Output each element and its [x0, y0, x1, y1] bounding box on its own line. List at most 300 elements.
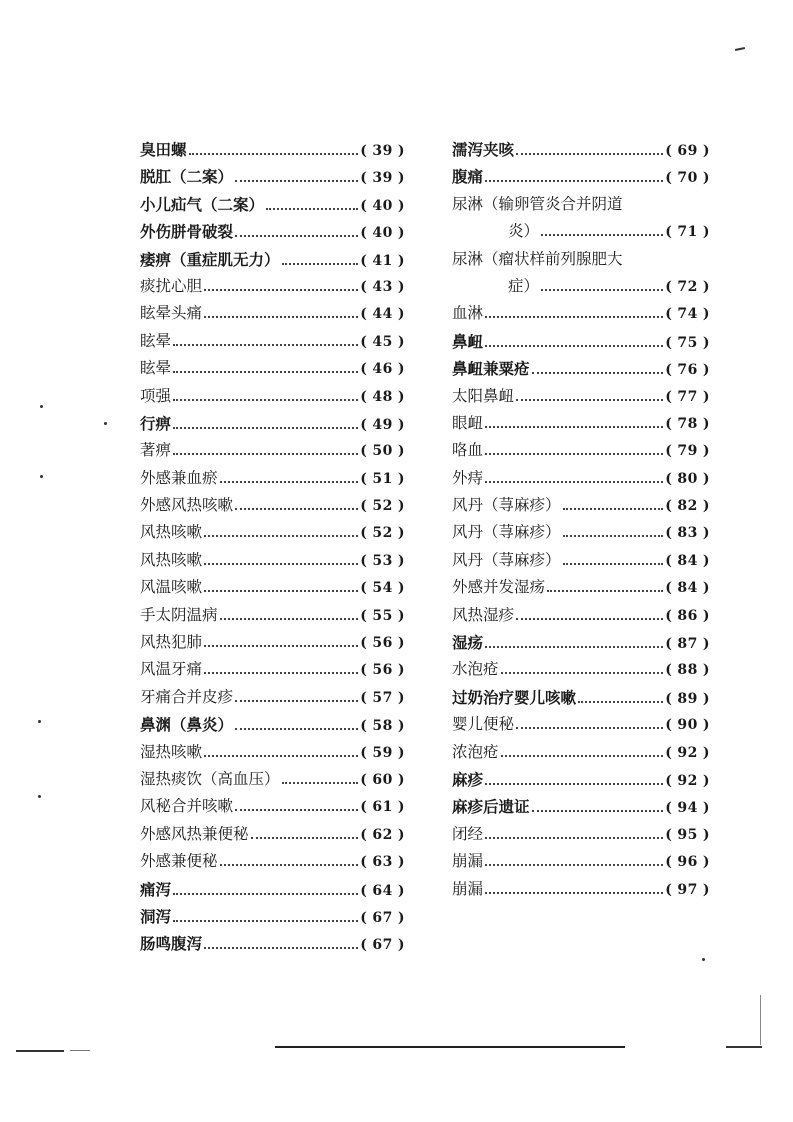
toc-entry-title: 崩漏	[452, 879, 484, 898]
toc-entry-title: 洞泻	[140, 906, 172, 926]
footer-rule-right	[726, 1046, 762, 1048]
toc-entry-title: 闭经	[452, 824, 484, 843]
toc-page-number: 56	[372, 635, 393, 652]
dot-leader	[563, 563, 664, 565]
toc-page-number: 39	[372, 143, 393, 159]
page-paren-open: (	[665, 607, 673, 624]
page-paren-close: )	[702, 362, 710, 379]
toc-entry-title: 痿痹（重症肌无力）	[140, 249, 280, 269]
dot-leader	[220, 481, 359, 483]
toc-entry	[140, 410, 405, 437]
toc-entry-title-continued: 症）	[508, 276, 540, 295]
toc-page-ref	[360, 274, 405, 301]
page-paren-open: (	[665, 143, 673, 159]
page-paren-open: (	[665, 854, 673, 871]
dot-leader	[485, 453, 663, 455]
dot-leader	[485, 892, 663, 894]
dot-leader	[516, 618, 663, 620]
toc-page-number: 96	[677, 854, 698, 871]
toc-entry	[140, 876, 405, 903]
toc-page-number: 40	[372, 225, 393, 242]
page-paren-close: )	[397, 443, 405, 460]
page-paren-close: )	[702, 607, 710, 624]
toc-entry	[140, 903, 405, 930]
page-paren-open: (	[665, 362, 673, 379]
page-paren-open: (	[360, 826, 368, 843]
toc-entry-title: 小儿疝气（二案）	[140, 194, 265, 214]
page-paren-close: )	[702, 800, 710, 817]
page-paren-open: (	[360, 197, 368, 214]
page-paren-open: (	[665, 636, 673, 653]
page-paren-close: )	[397, 937, 405, 954]
page-paren-close: )	[702, 636, 710, 653]
page-paren-close: )	[702, 826, 710, 843]
toc-page-number: 97	[677, 881, 698, 898]
toc-page-ref	[360, 520, 405, 547]
toc-entry-title: 项强	[140, 386, 172, 405]
page-paren-close: )	[397, 197, 405, 214]
toc-page-ref	[665, 822, 710, 849]
dot-leader	[485, 481, 663, 483]
toc-page-number: 74	[677, 306, 698, 323]
footer-rule-left	[16, 1050, 64, 1052]
page-paren-close: )	[397, 143, 405, 159]
dot-leader	[485, 316, 663, 318]
dot-leader	[563, 535, 664, 537]
toc-entry	[452, 300, 710, 327]
toc-page-ref	[665, 438, 710, 465]
toc-page-ref	[665, 274, 710, 301]
dot-leader	[578, 701, 663, 703]
page-paren-close: )	[397, 662, 405, 679]
toc-page-number: 76	[677, 362, 698, 379]
page-paren-open: (	[665, 662, 673, 679]
toc-page-ref	[360, 740, 405, 767]
toc-entry	[452, 383, 710, 410]
dot-leader	[485, 783, 663, 785]
toc-entry	[452, 711, 710, 738]
toc-entry-title: 风热咳嗽	[140, 550, 203, 569]
toc-entry	[140, 793, 405, 820]
page-paren-open: (	[665, 415, 673, 432]
page-paren-open: (	[360, 498, 368, 515]
toc-entry-title: 尿淋（瘤状样前列腺肥大	[452, 249, 623, 268]
dot-leader	[204, 289, 358, 291]
dot-leader	[501, 672, 664, 674]
page-paren-open: (	[665, 881, 673, 898]
dot-leader	[220, 618, 359, 620]
page-paren-close: )	[397, 607, 405, 624]
toc-entry	[452, 739, 710, 766]
page-paren-open: (	[665, 306, 673, 323]
dot-leader	[235, 809, 358, 811]
toc-entry-title: 鼻渊（鼻炎）	[140, 715, 234, 735]
page-paren-close: )	[397, 635, 405, 652]
dot-leader	[204, 535, 358, 537]
page-paren-close: )	[702, 525, 710, 542]
dot-leader	[173, 893, 358, 895]
toc-page-number: 52	[372, 498, 393, 515]
toc-page-ref	[665, 138, 710, 165]
page-paren-close: )	[702, 717, 710, 734]
toc-entry-title: 著痹	[140, 441, 172, 460]
toc-entry	[140, 163, 405, 190]
page-paren-close: )	[702, 334, 710, 351]
page-paren-open: (	[360, 882, 368, 899]
toc-entry-title: 外痔	[452, 468, 484, 487]
toc-page-number: 92	[677, 744, 698, 761]
toc-entry-title: 外感风热兼便秘	[140, 824, 249, 843]
toc-page-ref	[360, 220, 405, 247]
toc-page-number: 61	[372, 799, 393, 816]
page-paren-close: )	[702, 143, 710, 159]
toc-page-number: 52	[372, 525, 393, 542]
dot-leader	[235, 235, 358, 237]
toc-entry-title: 崩漏	[452, 852, 484, 871]
toc-entry	[140, 848, 405, 875]
dot-leader	[204, 755, 358, 757]
toc-entry-title: 鼻衄	[452, 331, 484, 351]
toc-entry-title: 臭田螺	[140, 140, 187, 159]
dot-leader	[516, 153, 663, 155]
toc-entry-title: 风温牙痛	[140, 660, 203, 679]
toc-page-number: 67	[372, 909, 393, 926]
toc-page-number: 83	[677, 525, 698, 542]
toc-entry-title: 风丹（荨麻疹）	[452, 496, 561, 515]
toc-page-number: 40	[372, 197, 393, 214]
page-paren-close: )	[397, 771, 405, 788]
toc-entry	[452, 547, 710, 574]
page-paren-open: (	[360, 937, 368, 954]
toc-page-number: 69	[677, 143, 698, 159]
dot-leader	[547, 590, 663, 592]
toc-entry	[140, 273, 405, 300]
toc-page-ref	[360, 356, 405, 383]
scan-speck	[40, 405, 43, 408]
dot-leader	[189, 153, 359, 155]
toc-page-ref	[360, 138, 405, 165]
toc-page-number: 70	[677, 170, 698, 187]
dot-leader	[204, 947, 358, 949]
toc-page-ref	[360, 193, 405, 220]
page-paren-open: (	[360, 771, 368, 788]
toc-page-number: 41	[372, 252, 393, 269]
toc-entry-title: 脱肛（二案）	[140, 167, 234, 187]
toc-entry	[452, 876, 710, 903]
page-paren-open: (	[360, 252, 368, 269]
page-paren-close: )	[702, 881, 710, 898]
page-paren-close: )	[397, 470, 405, 487]
toc-entry	[452, 465, 710, 492]
page-paren-close: )	[397, 882, 405, 899]
toc-page-number: 88	[677, 662, 698, 679]
page-paren-close: )	[702, 662, 710, 679]
toc-entry-title: 尿淋（输卵管炎合并阴道	[452, 194, 623, 213]
page-paren-open: (	[665, 580, 673, 597]
dot-leader	[173, 371, 358, 373]
toc-entry	[452, 574, 710, 601]
toc-entry	[140, 383, 405, 410]
toc-entry	[452, 246, 710, 301]
toc-page-ref	[665, 520, 710, 547]
toc-page-number: 71	[677, 224, 698, 241]
toc-entry	[140, 519, 405, 546]
toc-page-number: 90	[677, 717, 698, 734]
toc-entry-title: 婴儿便秘	[452, 715, 515, 734]
page-paren-close: )	[397, 278, 405, 295]
page-paren-close: )	[397, 225, 405, 242]
dot-leader	[173, 453, 358, 455]
toc-page-number: 95	[677, 826, 698, 843]
dot-leader	[516, 727, 663, 729]
toc-entry-title: 外感并发湿疡	[452, 578, 546, 597]
page-paren-close: )	[397, 361, 405, 378]
toc-page-number: 48	[372, 388, 393, 405]
toc-page-number: 43	[372, 278, 393, 295]
toc-page-ref	[360, 905, 405, 932]
toc-page-number: 60	[372, 771, 393, 788]
toc-page-number: 94	[677, 800, 698, 817]
page-paren-close: )	[702, 854, 710, 871]
dot-leader	[485, 837, 663, 839]
dot-leader	[266, 208, 358, 210]
toc-page-number: 63	[372, 854, 393, 871]
toc-entry-title: 眩晕	[140, 331, 172, 350]
toc-page-ref	[360, 603, 405, 630]
page-paren-open: (	[360, 580, 368, 597]
dot-leader	[501, 755, 664, 757]
toc-entry	[452, 410, 710, 437]
dot-leader	[204, 316, 358, 318]
toc-page-number: 75	[677, 334, 698, 351]
toc-entry-title: 眩晕头痛	[140, 304, 203, 323]
dot-leader	[204, 563, 358, 565]
page-paren-close: )	[702, 278, 710, 295]
toc-page-ref	[360, 384, 405, 411]
page-paren-open: (	[665, 744, 673, 761]
page-paren-close: )	[702, 306, 710, 323]
toc-entry-title: 行痹	[140, 413, 172, 433]
toc-entry	[140, 547, 405, 574]
toc-entry	[452, 355, 710, 382]
toc-page-ref	[665, 795, 710, 822]
dot-leader	[235, 508, 358, 510]
toc-entry-title: 过奶治疗婴儿咳嗽	[452, 687, 577, 707]
toc-entry	[452, 437, 710, 464]
toc-page-ref	[665, 219, 710, 246]
toc-entry-title: 外感兼血瘀	[140, 468, 218, 487]
page-paren-open: (	[360, 443, 368, 460]
page-paren-close: )	[397, 388, 405, 405]
dot-leader	[220, 864, 359, 866]
toc-entry	[452, 656, 710, 683]
dot-leader	[532, 810, 664, 812]
page-paren-open: (	[360, 278, 368, 295]
dot-leader	[282, 782, 359, 784]
toc-page-ref	[665, 493, 710, 520]
toc-entry-title: 浓泡疮	[452, 742, 499, 761]
page-paren-open: (	[665, 278, 673, 295]
toc-page-number: 56	[372, 662, 393, 679]
toc-page-ref	[665, 657, 710, 684]
dot-leader	[485, 180, 663, 182]
page-paren-close: )	[702, 552, 710, 569]
page-paren-open: (	[360, 854, 368, 871]
toc-entry	[452, 519, 710, 546]
page-paren-close: )	[397, 799, 405, 816]
page-paren-open: (	[360, 909, 368, 926]
page-paren-open: (	[665, 552, 673, 569]
toc-entry-title: 痛泻	[140, 879, 172, 899]
toc-page-number: 46	[372, 361, 393, 378]
toc-page-number: 72	[677, 278, 698, 295]
toc-page-ref	[665, 712, 710, 739]
toc-page-number: 79	[677, 443, 698, 460]
toc-page-number: 82	[677, 498, 698, 515]
page-paren-close: )	[397, 498, 405, 515]
footer-rule	[275, 1046, 625, 1048]
toc-entry-title: 血淋	[452, 304, 484, 323]
toc-entry-title: 风丹（荨麻疹）	[452, 550, 561, 569]
page-paren-open: (	[360, 361, 368, 378]
toc-page-ref	[360, 412, 405, 439]
scan-speck	[38, 795, 41, 798]
toc-entry-title: 风秘合并咳嗽	[140, 797, 234, 816]
toc-page-number: 80	[677, 470, 698, 487]
toc-left-column	[140, 136, 405, 958]
footer-rule-left-faint	[70, 1050, 90, 1051]
page-paren-open: (	[360, 388, 368, 405]
toc-entry-title: 太阳鼻衄	[452, 386, 515, 405]
toc-page-number: 50	[372, 443, 393, 460]
toc-entry	[140, 492, 405, 519]
toc-entry	[452, 848, 710, 875]
page-paren-open: (	[665, 772, 673, 789]
page-paren-open: (	[665, 690, 673, 707]
dot-leader	[485, 426, 663, 428]
toc-entry	[140, 602, 405, 629]
page-paren-close: )	[397, 689, 405, 706]
toc-page-ref	[360, 657, 405, 684]
page-paren-close: )	[702, 443, 710, 460]
toc-entry-title: 风热犯肺	[140, 633, 203, 652]
page-paren-open: (	[360, 799, 368, 816]
page-paren-open: (	[360, 525, 368, 542]
toc-page-ref	[360, 493, 405, 520]
page-paren-close: )	[702, 470, 710, 487]
toc-page-ref	[360, 767, 405, 794]
toc-entry	[140, 629, 405, 656]
toc-entry	[140, 218, 405, 245]
toc-entry	[452, 136, 710, 163]
scan-speck	[702, 958, 705, 961]
toc-entry	[140, 711, 405, 738]
dot-leader	[485, 345, 663, 347]
toc-page-ref	[665, 686, 710, 713]
toc-page-ref	[665, 384, 710, 411]
toc-page-number: 84	[677, 580, 698, 597]
dot-leader	[204, 645, 358, 647]
toc-entry-line	[452, 273, 710, 300]
toc-page-ref	[665, 603, 710, 630]
toc-page-ref	[360, 849, 405, 876]
toc-page-ref	[665, 466, 710, 493]
toc-page-ref	[665, 849, 710, 876]
toc-entry-title: 风丹（荨麻疹）	[452, 523, 561, 542]
toc-page-number: 62	[372, 826, 393, 843]
toc-entry-title: 风温咳嗽	[140, 578, 203, 597]
toc-entry-title: 眩晕	[140, 359, 172, 378]
page-paren-close: )	[702, 170, 710, 187]
toc-entry	[140, 574, 405, 601]
toc-page-ref	[360, 548, 405, 575]
toc-page-number: 44	[372, 306, 393, 323]
toc-entry-line	[452, 218, 710, 245]
toc-entry	[452, 602, 710, 629]
toc-entry-title: 麻疹	[452, 769, 484, 789]
toc-page-ref	[360, 794, 405, 821]
page-paren-close: )	[397, 580, 405, 597]
dot-leader	[485, 864, 663, 866]
page-paren-open: (	[360, 470, 368, 487]
page-paren-open: (	[665, 334, 673, 351]
toc-page-number: 54	[372, 580, 393, 597]
dot-leader	[541, 234, 663, 236]
toc-entry	[452, 684, 710, 711]
toc-page-ref	[665, 768, 710, 795]
page-paren-open: (	[360, 416, 368, 433]
page-paren-open: (	[360, 718, 368, 735]
toc-page-number: 92	[677, 772, 698, 789]
toc-page-number: 53	[372, 552, 393, 569]
toc-page-number: 58	[372, 718, 393, 735]
page-paren-close: )	[397, 718, 405, 735]
toc-entry	[140, 136, 405, 163]
toc-entry	[140, 437, 405, 464]
page-paren-close: )	[397, 416, 405, 433]
page-paren-close: )	[702, 498, 710, 515]
page-paren-open: (	[665, 443, 673, 460]
toc-entry	[140, 191, 405, 218]
toc-page-ref	[665, 575, 710, 602]
toc-page-ref	[665, 631, 710, 658]
toc-entry	[140, 739, 405, 766]
toc-entry	[140, 465, 405, 492]
toc-page-number: 45	[372, 333, 393, 350]
toc-page-ref	[360, 301, 405, 328]
page-paren-open: (	[665, 388, 673, 405]
page-paren-open: (	[360, 143, 368, 159]
toc-page-number: 49	[372, 416, 393, 433]
page-paren-open: (	[665, 470, 673, 487]
scan-speck	[40, 475, 43, 478]
toc-entry	[140, 930, 405, 957]
toc-page-ref	[665, 301, 710, 328]
dot-leader	[204, 590, 358, 592]
toc-page-number: 77	[677, 388, 698, 405]
page-paren-close: )	[397, 909, 405, 926]
page-paren-close: )	[397, 854, 405, 871]
page-paren-open: (	[665, 717, 673, 734]
toc-page-number: 84	[677, 552, 698, 569]
toc-page-ref	[360, 685, 405, 712]
toc-page-ref	[360, 630, 405, 657]
toc-entry-title: 腹痛	[452, 167, 484, 187]
toc-page-number: 51	[372, 470, 393, 487]
toc-page-number: 39	[372, 170, 393, 187]
toc-page-number: 57	[372, 689, 393, 706]
toc-entry-title-continued: 炎）	[508, 222, 540, 241]
